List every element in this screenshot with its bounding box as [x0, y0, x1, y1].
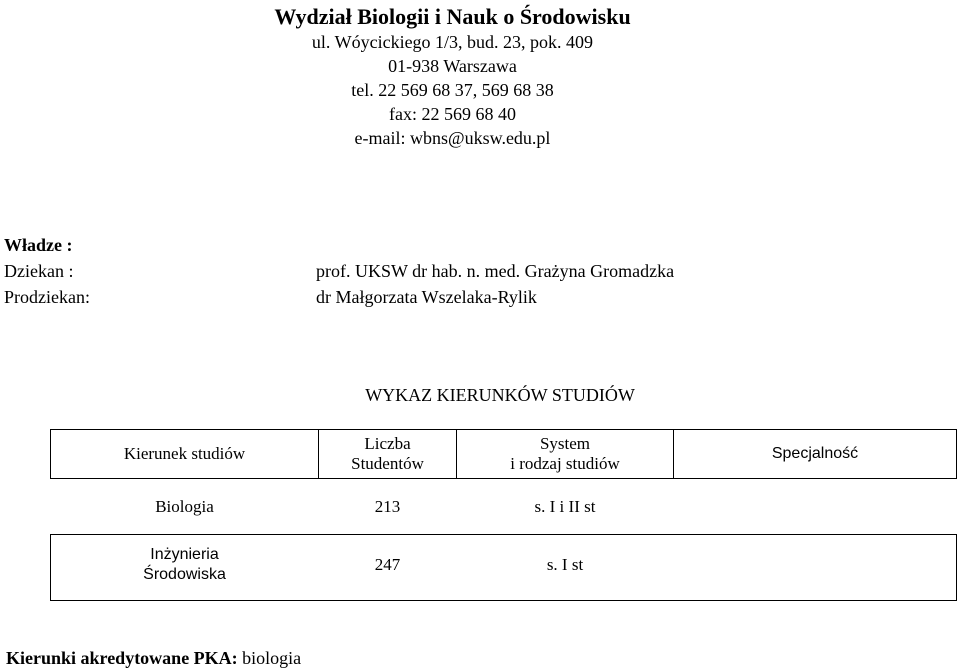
programs-table-title: WYKAZ KIERUNKÓW STUDIÓW — [365, 385, 635, 405]
authorities-heading: Władze : — [4, 235, 73, 255]
dean-name: prof. UKSW dr hab. n. med. Grażyna Gromadzka — [316, 261, 675, 281]
address-street: ul. Wóycickiego 1/3, bud. 23, pok. 409 — [311, 32, 594, 52]
faculty-header — [0, 4, 905, 150]
header-system: System i rodzaj studiów — [510, 434, 620, 473]
vice-dean-label: Prodziekan: — [4, 287, 90, 307]
row-system: s. I i II st — [534, 497, 596, 516]
header-field: Kierunek studiów — [123, 444, 246, 463]
row-count: 247 — [374, 555, 401, 574]
email-address: e-mail: wbns@uksw.edu.pl — [354, 128, 551, 148]
header-specialty: Specjalność — [771, 445, 859, 462]
row-system: s. I st — [546, 555, 584, 574]
accreditation-value: biologia — [237, 648, 302, 668]
row-field: Biologia — [155, 497, 214, 516]
row-field: Inżynieria Środowiska — [143, 546, 226, 583]
accreditation-note — [6, 647, 301, 669]
address-city: 01-938 Warszawa — [388, 56, 517, 76]
accreditation-label: Kierunki akredytowane PKA: — [6, 648, 238, 668]
vice-dean-name: dr Małgorzata Wszelaka-Rylik — [316, 287, 537, 307]
phone-numbers: tel. 22 569 68 37, 569 68 38 — [351, 80, 554, 100]
header-count: Liczba Studentów — [351, 434, 424, 473]
faculty-title: Wydział Biologii i Nauk o Środowisku — [274, 4, 631, 29]
fax-number: fax: 22 569 68 40 — [389, 104, 516, 124]
row-count: 213 — [374, 497, 401, 516]
dean-label: Dziekan : — [4, 261, 74, 281]
